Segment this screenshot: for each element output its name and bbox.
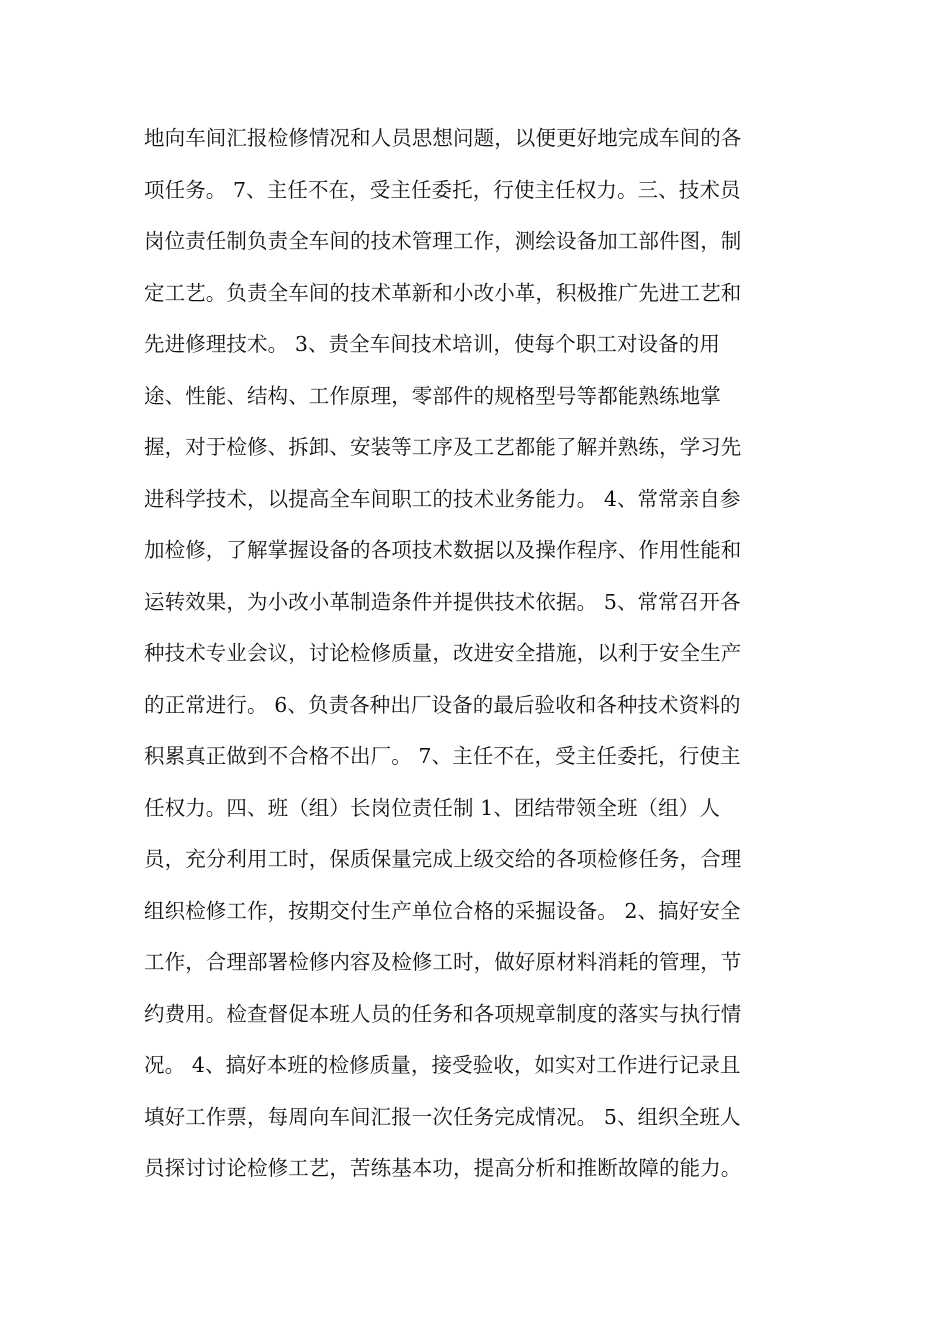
body-text [144, 118, 804, 1200]
text-line: 员探讨讨论检修工艺，苦练基本功，提高分析和推断故障的能力。 [144, 1156, 742, 1180]
text-line: 定工艺。负责全车间的技术革新和小改小革，积极推广先进工艺和 [144, 280, 742, 305]
text-line: 先进修理技术。 3、责全车间技术培训，使每个职工对设备的用 [144, 332, 720, 356]
text-line: 种技术专业会议，讨论检修质量，改进安全措施，以利于安全生产 [144, 641, 742, 665]
text-line: 进科学技术，以提高全车间职工的技术业务能力。 4、常常亲自参 [144, 486, 741, 511]
text-line: 运转效果，为小改小革制造条件并提供技术依据。 5、常常召开各 [144, 589, 741, 614]
text-line: 途、性能、结构、工作原理，零部件的规格型号等都能熟练地掌 [144, 383, 721, 408]
text-line: 积累真正做到不合格不出厂。 7、主任不在，受主任委托，行使主 [144, 744, 741, 768]
text-line: 加检修，了解掌握设备的各项技术数据以及操作程序、作用性能和 [144, 538, 742, 562]
text-line: 岗位责任制负责全车间的技术管理工作，测绘设备加工部件图，制 [144, 229, 742, 253]
text-line: 握，对于检修、拆卸、安装等工序及工艺都能了解并熟练，学习先 [144, 435, 742, 459]
text-line: 地向车间汇报检修情况和人员思想问题，以便更好地完成车间的各 [144, 126, 742, 150]
text-line: 工作，合理部署检修内容及检修工时，做好原材料消耗的管理，节 [144, 950, 742, 974]
text-line: 约费用。检查督促本班人员的任务和各项规章制度的落实与执行情 [144, 1001, 742, 1026]
text-line: 组织检修工作，按期交付生产单位合格的采掘设备。 2、搞好安全 [144, 898, 741, 923]
text-line: 员，充分利用工时，保质保量完成上级交给的各项检修任务，合理 [144, 847, 742, 871]
text-line: 项任务。 7、主任不在，受主任委托，行使主任权力。三、技术员 [144, 177, 741, 202]
text-line: 的正常进行。 6、负责各种出厂设备的最后验收和各种技术资料的 [144, 692, 741, 717]
text-line: 任权力。四、班（组）长岗位责任制 1、团结带领全班（组）人 [144, 795, 720, 820]
text-line: 填好工作票，每周向车间汇报一次任务完成情况。 5、组织全班人 [144, 1104, 741, 1129]
text-line: 况。 4、搞好本班的检修质量，接受验收，如实对工作进行记录且 [144, 1053, 741, 1077]
